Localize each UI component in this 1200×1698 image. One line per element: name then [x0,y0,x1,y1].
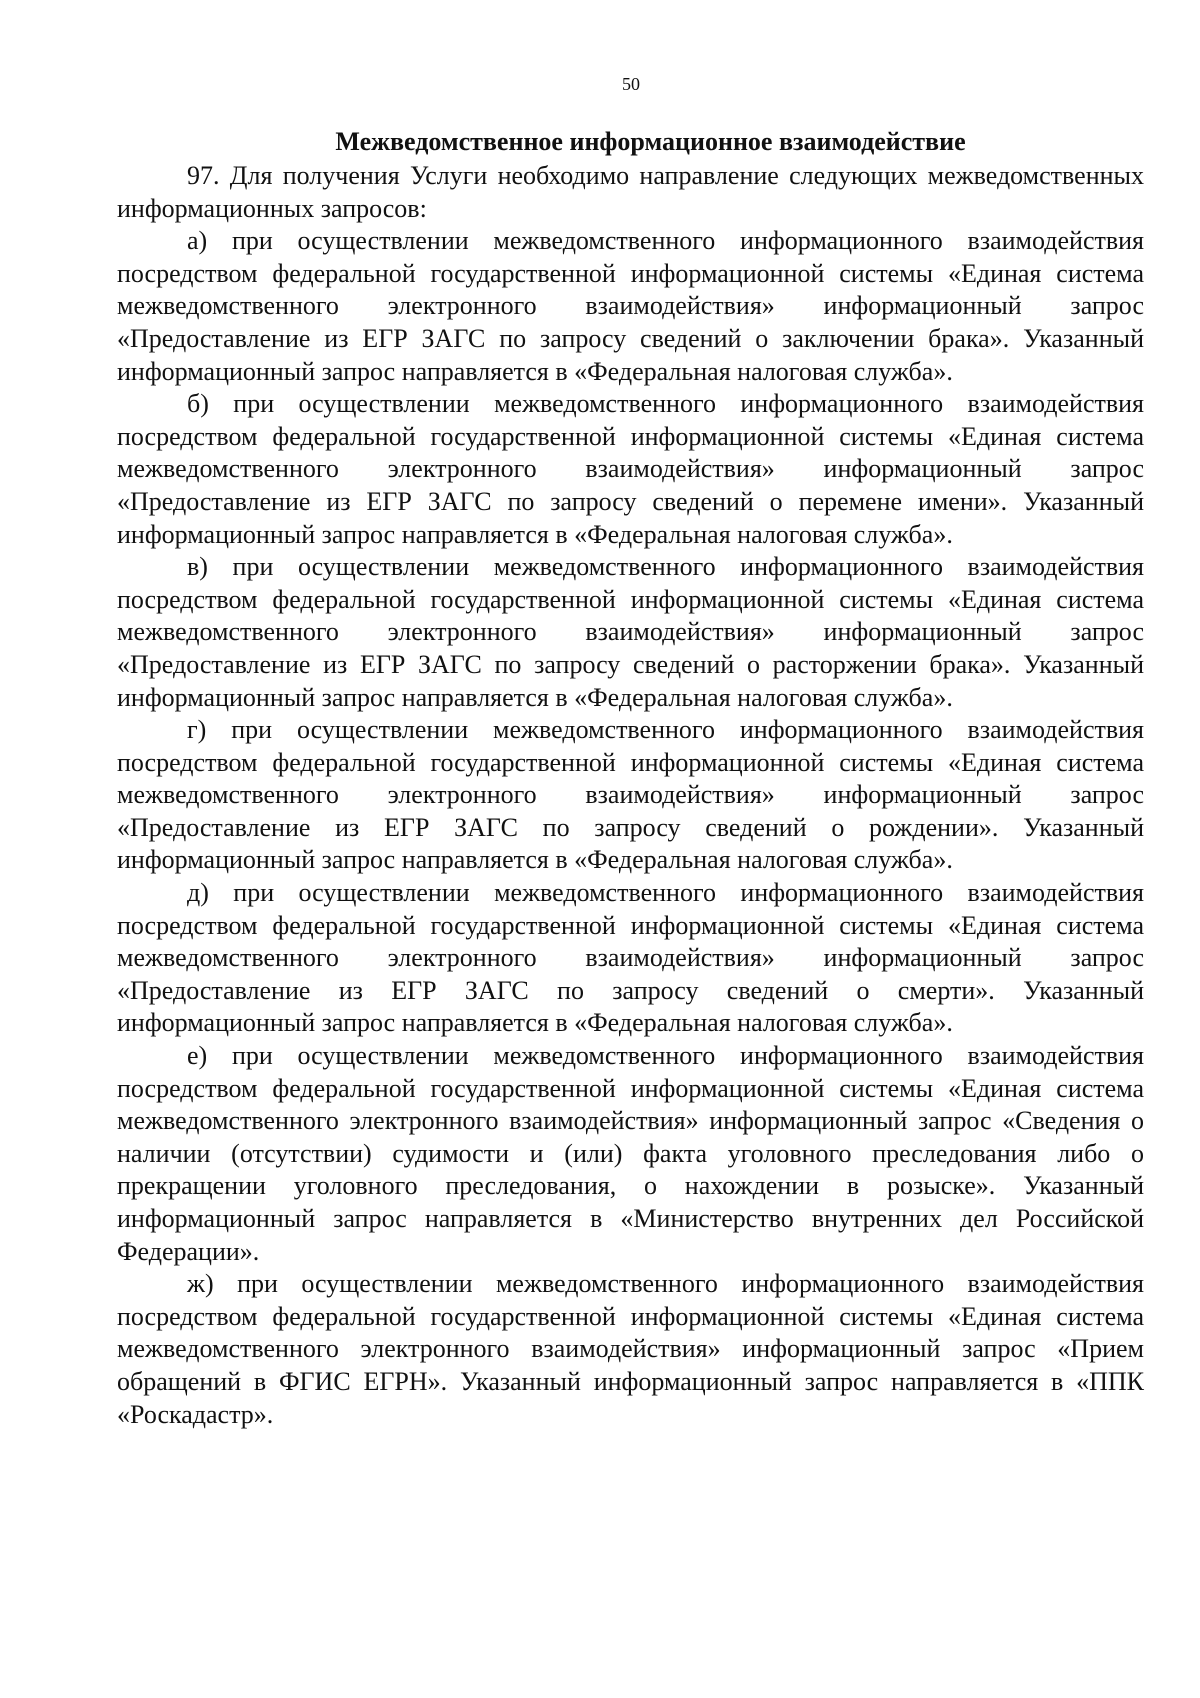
paragraph-item-zh: ж) при осуществлении межведомственного информационного взаимодействия посредством федеральной государственной информационной системы «Единая система межведомственного электронного взаимодействия» информационный запрос «Прием обращений в ФГИС ЕГРН». Указанный информационный запрос направляется в «ППК «Роскадастр». [117,1269,1144,1429]
document-body [117,124,1144,1431]
paragraph-97-intro: 97. Для получения Услуги необходимо направление следующих межведомственных информационных запросов: [117,161,1144,223]
section-title: Межведомственное информационное взаимодействие [335,127,966,156]
paragraph-item-b: б) при осуществлении межведомственного информационного взаимодействия посредством федеральной государственной информационной системы «Единая система межведомственного электронного взаимодействия» информационный запрос «Предоставление из ЕГР ЗАГС по запросу сведений о перемене имени». Указанный информационный запрос направляется в «Федеральная налоговая служба». [117,389,1144,549]
paragraph-item-e: е) при осуществлении межведомственного информационного взаимодействия посредством федеральной государственной информационной системы «Единая система межведомственного электронного взаимодействия» информационный запрос «Сведения о наличии (отсутствии) судимости и (или) факта уголовного преследования либо о прекращении уголовного преследования, о нахождении в розыске». Указанный информационный запрос направляется в «Министерство внутренних дел Российской Федерации». [117,1041,1144,1266]
paragraph-item-v: в) при осуществлении межведомственного информационного взаимодействия посредством федеральной государственной информационной системы «Единая система межведомственного электронного взаимодействия» информационный запрос «Предоставление из ЕГР ЗАГС по запросу сведений о расторжении брака». Указанный информационный запрос направляется в «Федеральная налоговая служба». [117,552,1144,712]
paragraph-item-d: д) при осуществлении межведомственного информационного взаимодействия посредством федеральной государственной информационной системы «Единая система межведомственного электронного взаимодействия» информационный запрос «Предоставление из ЕГР ЗАГС по запросу сведений о смерти». Указанный информационный запрос направляется в «Федеральная налоговая служба». [117,878,1144,1038]
page-number: 50 [622,74,640,94]
paragraph-item-a: а) при осуществлении межведомственного информационного взаимодействия посредством федеральной государственной информационной системы «Единая система межведомственного электронного взаимодействия» информационный запрос «Предоставление из ЕГР ЗАГС по запросу сведений о заключении брака». Указанный информационный запрос направляется в «Федеральная налоговая служба». [117,226,1144,386]
paragraph-item-g: г) при осуществлении межведомственного информационного взаимодействия посредством федеральной государственной информационной системы «Единая система межведомственного электронного взаимодействия» информационный запрос «Предоставление из ЕГР ЗАГС по запросу сведений о рождении». Указанный информационный запрос направляется в «Федеральная налоговая служба». [117,715,1144,875]
